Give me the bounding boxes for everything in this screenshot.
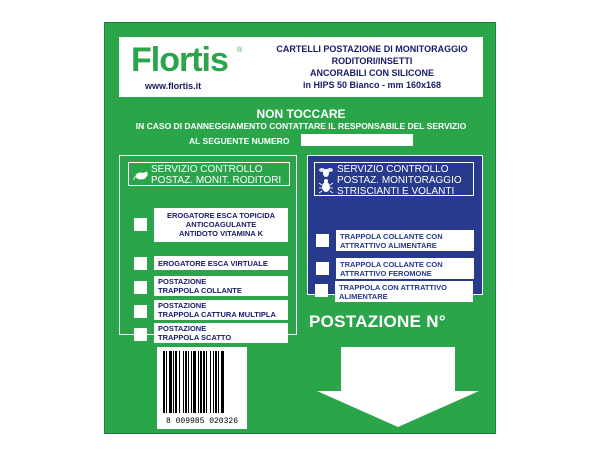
phone-number-field[interactable] [301,134,413,146]
option-line: POSTAZIONE [158,277,207,286]
number-label: AL SEGUENTE NUMERO [189,136,290,146]
checkbox-food-glue-trap[interactable] [316,234,329,247]
checkbox-snap-trap[interactable] [134,328,147,341]
checkbox-bait-dispenser[interactable] [134,218,147,231]
option-line: TRAPPOLA COLLANTE CON [340,260,443,269]
checkbox-food-attractant-trap[interactable] [315,284,328,297]
option-glue-trap [154,276,288,296]
option-multi-capture [154,300,288,320]
checkbox-virtual-bait[interactable] [134,257,147,270]
title-line: STRISCIANTI E VOLANTI [337,186,455,197]
station-number-label: POSTAZIONE N° [309,312,446,331]
option-line: ATTRATTIVO FEROMONE [340,269,432,278]
barcode-bars [157,347,247,417]
title-line: POSTAZ. MONIT. RODITORI [151,175,282,186]
checkbox-pheromone-trap[interactable] [316,262,329,275]
option-line: ALIMENTARE [339,292,388,301]
option-line: EROGATORE ESCA TOPICIDA [166,211,276,220]
description-line: CARTELLI POSTAZIONE DI MONITORAGGIO [276,44,468,54]
option-bait-dispenser [154,208,288,242]
description-line: RODITORI/INSETTI [331,56,413,66]
do-not-touch-title: NON TOCCARE [256,107,346,121]
checkbox-multi-capture[interactable] [134,305,147,318]
option-line: ANTICOAGULANTE [185,220,257,229]
damage-instruction: IN CASO DI DANNEGGIAMENTO CONTATTARE IL RESPONSABILE DEL SERVIZIO [135,121,467,131]
option-line: TRAPPOLA CON ATTRATTIVO [339,283,447,292]
title-line: POSTAZ. MONITORAGGIO [337,175,462,186]
option-line: ATTRATTIVO ALIMENTARE [340,241,437,250]
insect-panel-title [314,162,474,196]
option-line: TRAPPOLA COLLANTE CON [340,232,443,241]
monitoring-sign [104,22,496,434]
brand-logo: Flortis [131,41,228,79]
option-food-glue-trap [336,230,474,251]
product-description [265,43,479,91]
insect-icon [318,166,334,199]
option-line: ANTIDOTO VITAMINA K [178,229,264,238]
registered-mark: ® [237,47,243,54]
rodent-panel-title [128,162,290,186]
option-food-attractant-trap [335,281,473,302]
option-virtual-bait [154,256,288,270]
option-snap-trap [154,323,288,343]
down-arrow-icon [315,347,481,429]
option-line: POSTAZIONE [158,301,207,310]
title-line: SERVIZIO CONTROLLO [337,164,449,175]
description-line: ANCORABILI CON SILICONE [309,68,434,78]
option-line: TRAPPOLA SCATTO [158,333,232,342]
sign-header [119,37,483,97]
option-line: POSTAZIONE [158,324,207,333]
rodent-icon [133,170,149,184]
checkbox-glue-trap[interactable] [134,281,147,294]
description-line: in HIPS 50 Bianco - mm 160x168 [302,80,442,90]
website-text: www.flortis.it [145,81,202,91]
option-line: TRAPPOLA CATTURA MULTIPLA [158,310,276,319]
title-line: SERVIZIO CONTROLLO [151,164,263,175]
option-line: TRAPPOLA COLLANTE [158,286,242,295]
option-pheromone-trap [336,258,474,279]
barcode-number: 8 009985 020326 [165,417,238,426]
option-line: EROGATORE ESCA VIRTUALE [158,259,268,268]
insect-panel [307,155,483,295]
rodent-panel [119,155,297,342]
barcode [157,347,247,429]
